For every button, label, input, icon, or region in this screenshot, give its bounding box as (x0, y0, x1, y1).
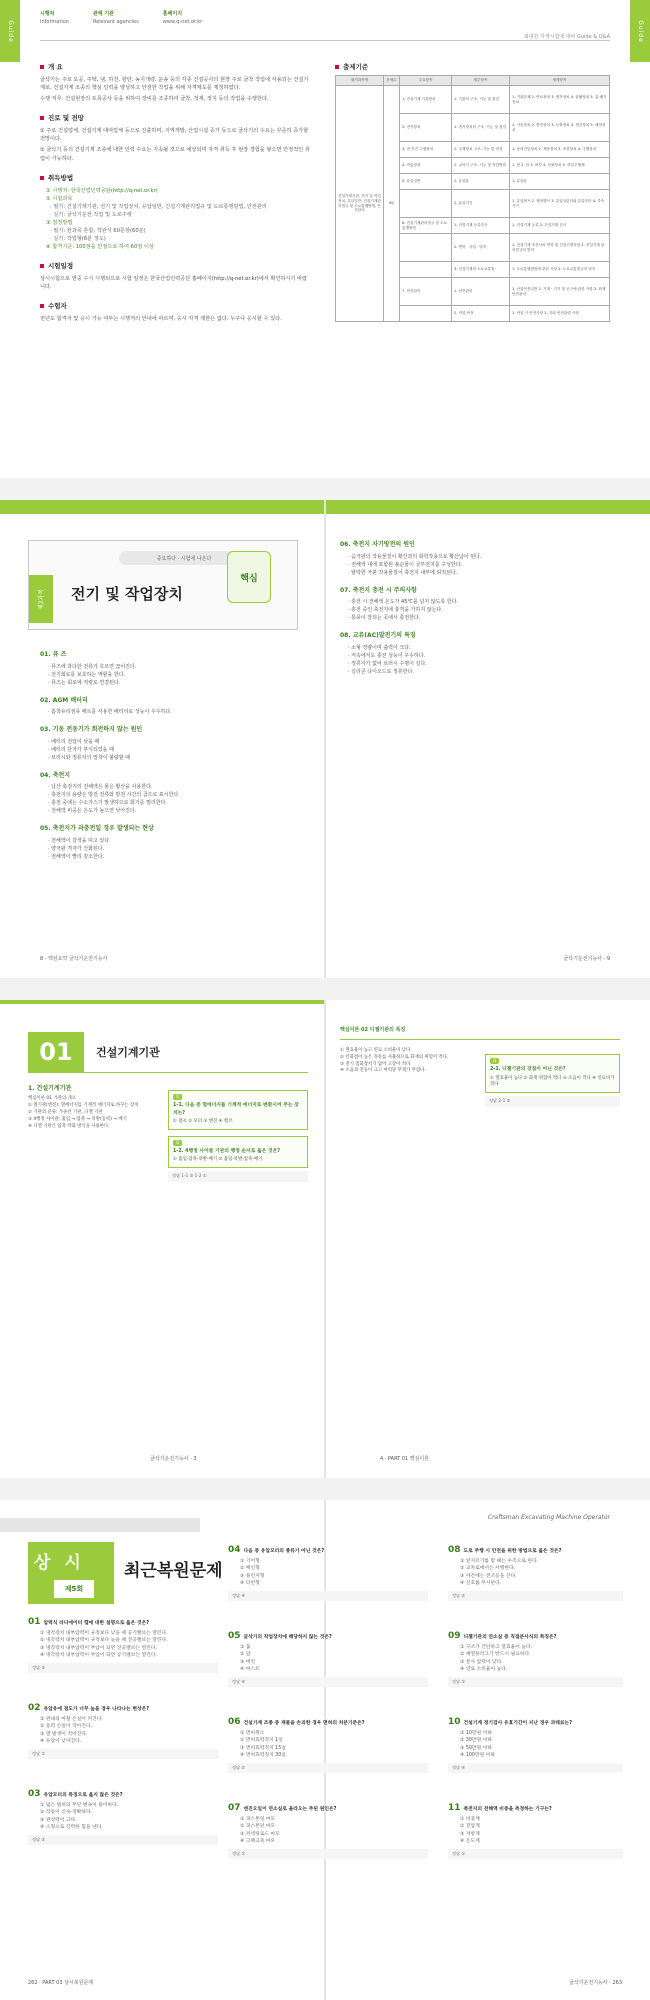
question-option: ① 관내의 마찰 손실이 커진다. (40, 1716, 103, 1722)
exam-question (228, 1802, 428, 1859)
footer-left: 굴삭기운전기능사 · 3 (150, 1456, 197, 1462)
summary-item: · 저속에서도 충전 성능이 우수하다. (348, 652, 426, 659)
summary-item: · 배터리 단자가 부식되었을 때 (48, 746, 114, 753)
question-option: ② 베인형 (240, 1566, 260, 1572)
bullet-square-icon (40, 65, 44, 69)
summary-item: · 전해액 비중은 온도가 높으면 낮아진다. (48, 808, 137, 815)
table-subject-cell: 건설기계기관, 전기 및 작업장치, 유압일반, 건설기계관리법규 및 도로통행방법, 안전관리 (336, 86, 384, 322)
table-detail-cell: 1. 건설기계 조종사의 면허 및 건설기계사업 2. 건설기계 관리법규의 벌칙 (510, 234, 610, 262)
theory-line: 핵심이론 01 기관의 개요 (28, 1096, 76, 1102)
theory-line: ① 열기관(엔진): 열에너지를 기계적 에너지로 바꾸는 장치 (28, 1103, 139, 1109)
question-option: ① 10만원 이하 (460, 1730, 492, 1736)
header-col-title: 홈페이지 (162, 11, 183, 17)
section-heading (40, 62, 310, 72)
theory-line: ③ 4행정 사이클: 흡입 → 압축 → 폭발(동력) → 배기 (28, 1116, 127, 1122)
summary-left-column (40, 650, 295, 861)
question-option: ② 동력 손실이 작아진다. (40, 1724, 93, 1730)
table-sub-cell: 1. 주행장치 구조, 기능 및 점검 (452, 142, 510, 158)
table-detail-cell: 1. 유압펌프 2. 제어밸브 3. 유압실린더와 유압모터 4. 부속기기 (510, 190, 610, 218)
question-number: 09 (448, 1631, 461, 1641)
table-detail-cell: 1. 산업안전일반 2. 기계 · 기기 및 공구에 관한 사항 3. 화재안전관리 (510, 278, 610, 306)
table-main-cell: 5. 유압일반 (400, 174, 452, 190)
summary-item: · 소형 경량이며 출력이 크다. (348, 644, 411, 651)
theory-lines (28, 1096, 158, 1130)
section-paragraph: 굴삭기는 주로 토공, 주택, 댐, 하천, 항만, 농지개량, 운송 등의 각종 건설공사의 현장 주로 굴착 작업에 사용되는 건설기계로, 건설기계 조종의 핵심 인력을 양성하고 안전한 작업을 위해 자격제도를 제정하였다. (40, 77, 309, 92)
answer-line: 정답 ③ (28, 1663, 218, 1674)
table-detail-cell: 1. 기관본체 2. 연료장치 3. 냉각장치 4. 윤활장치 5. 흡·배기장치 (510, 86, 610, 114)
summary-item: · 전해액이 갈색을 띠고 있다. (48, 837, 111, 844)
summary-item: · 퓨즈에 과다한 전류가 흐르면 끊어진다. (48, 663, 137, 670)
question-text: 건설기계 조종 중 재물을 손괴한 경우 면허의 처분기준은? (243, 1721, 365, 1726)
question-head (28, 1616, 218, 1630)
header-col-sub: Information (40, 19, 69, 25)
question-text: 축전지의 전해액 비중을 측정하는 기구는? (463, 1807, 552, 1812)
header-col-title: 시행처 (40, 11, 55, 17)
question-option: ③ 50만원 이하 (460, 1745, 492, 1751)
section-title: 시험일정 (48, 262, 74, 271)
summary-item: · 통풍이 잘되는 곳에서 충전한다. (348, 615, 421, 622)
question-tag: Q (173, 1140, 182, 1146)
table-header-cell: 세세항목 (510, 76, 610, 86)
question-head (228, 1544, 428, 1558)
summary-item: · 음극판의 작용물질이 황산과의 화학작용으로 황산납이 된다. (348, 553, 482, 560)
table-header-cell: 필기과목명 (336, 76, 384, 86)
section-heading (40, 113, 310, 123)
exam-criteria-table (335, 75, 610, 322)
exam-question (448, 1630, 623, 1687)
question-number: 03 (28, 1789, 41, 1799)
guide-sections (40, 62, 310, 326)
table-main-cell: 4. 작업장치 (400, 158, 452, 174)
summary-item: · 정류자가 없어 브러시 수명이 길다. (348, 660, 427, 667)
guide-header (40, 10, 610, 40)
guide-page (0, 0, 650, 478)
question-option: ③ 저항계 (460, 1831, 480, 1837)
question-options: ① 열효율이 높다 ② 화재 위험이 적다 ③ 소음이 작다 ④ 연료비가 적다 (490, 1075, 615, 1088)
question-option: ④ 100만원 이하 (460, 1753, 496, 1759)
question-option: ④ 온도계 (460, 1839, 480, 1845)
guide-tab-left (0, 0, 20, 62)
exam-question (28, 1788, 218, 1845)
question-option: ④ 신호를 무시한다. (460, 1581, 502, 1587)
footer-left: 8 · 핵심요약 굴삭기운전기능사 (40, 956, 108, 962)
summary-item: · 충전 중인 축전지에 충격을 가하지 않는다. (348, 607, 443, 614)
question-text: 디젤기관의 연소실 중 직접분사식의 특징은? (463, 1635, 557, 1640)
question-number: 06 (228, 1717, 241, 1727)
table-title-text: 출제기준 (343, 63, 369, 71)
question-head (448, 1802, 623, 1816)
summary-heading: 02. AGM 배터리 (40, 696, 88, 704)
question-text: 다음 중 유압모터의 종류가 아닌 것은? (243, 1549, 325, 1554)
summary-item: · 브러시와 정류자의 밀착이 불량할 때 (48, 754, 130, 761)
summary-heading: 03. 기동 전동기가 회전하지 않는 원인 (40, 726, 143, 734)
question-option: ① 비중계 (460, 1816, 480, 1822)
table-sub-cell: 1. 전기장치의 구조, 기능 및 점검 (452, 114, 510, 142)
summary-item: · 실리콘 다이오드로 정류한다. (348, 668, 414, 675)
question-text: 압력식 라디에이터 캡에 대한 설명으로 옳은 것은? (43, 1621, 150, 1626)
question-number: 01 (28, 1617, 41, 1627)
summary-heading: 08. 교류(AC)발전기의 특징 (340, 632, 416, 640)
table-sub-cell: 2. 유압기기 (452, 190, 510, 218)
question-number: 07 (228, 1803, 241, 1813)
brand-text: Craftsman Excavating Machine Operator (487, 1514, 610, 1521)
question-option: ② 전압계 (460, 1824, 480, 1830)
bullet-square-icon (40, 116, 44, 120)
question-head (228, 1716, 428, 1730)
table-header-cell: 세부항목 (452, 76, 510, 86)
question-option: ② 냉각장치 내부압력이 규정보다 높을 때 진공밸브는 열린다. (40, 1638, 168, 1644)
summary-item: · 탈락한 극판 작용물질이 축전지 내부에 퇴적된다. (348, 569, 458, 576)
summary-heading: 06. 축전지 자기방전의 원인 (340, 541, 415, 548)
summary-item: · 퓨즈는 회로에 직렬로 연결된다. (48, 679, 121, 686)
question-head (448, 1544, 623, 1558)
question-option: ② 암 (240, 1652, 251, 1658)
answer-line: 정답 2-1 ③ (485, 1096, 620, 1107)
question-option: ① 기어형 (240, 1558, 260, 1564)
theory-questions-col (168, 1084, 308, 1182)
question-number: 02 (28, 1703, 41, 1713)
summary-heading: 01. 퓨 즈 (40, 651, 67, 658)
question-option: ④ 터빈형 (240, 1581, 260, 1587)
chapter-title: 전기 및 작업장치 (71, 585, 183, 603)
section-paragraph: ① 주로 건설업체, 건설기계 대여업체 등으로 진출하며, 지역개발, 산업시설 증가 등으로 굴삭기의 수요는 꾸준히 증가할 전망이다. (40, 128, 309, 143)
summary-item: · 양극판 격자가 산화된다. (48, 845, 105, 852)
section-line: · 필기: 전과목 혼합, 객관식 60문항(60분) (50, 227, 146, 234)
question-option: ① 구조가 간단하고 열효율이 높다. (460, 1644, 533, 1650)
section-line: ② 시험과목 (46, 195, 73, 202)
section-line: ④ 합격기준: 100점을 만점으로 하여 60점 이상 (46, 244, 154, 251)
question-option: ④ 면허효력정지 30일 (240, 1753, 286, 1759)
question-head (448, 1716, 623, 1730)
table-header-row (336, 76, 610, 86)
section-line: · 실기: 작업형(6분 정도) (50, 236, 106, 242)
round-badge: 제5회 (54, 1580, 94, 1598)
summary-heading: 05. 축전지가 과충전일 경우 발생되는 현상 (40, 825, 154, 833)
question-option: ① 피스톤링 마모 (240, 1816, 276, 1822)
summary-right-column (340, 540, 600, 676)
question-options: ① 흡입-압축-폭발-배기 ② 흡입-폭발-압축-배기 (173, 1157, 263, 1163)
header-col-sub: Relevant agencies (92, 19, 139, 25)
guide-tab-label: Guide (636, 19, 644, 43)
table-detail-cell: 1. 도로통행방법에 관한 사항 2. 도로교통법규의 벌칙 (510, 262, 610, 278)
table-main-cell: 3. 전·후진 주행장치 (400, 142, 452, 158)
answer-line: 정답 ① (228, 1849, 428, 1860)
theory-line: ② 기관의 분류: 가솔린 기관, 디젤 기관 (28, 1109, 103, 1115)
answer-line: 정답 ① (448, 1849, 623, 1860)
bullet-square-icon (40, 176, 44, 180)
header-col (163, 10, 202, 40)
question-options: ① 펌프 ② 모터 ③ 엔진 ④ 밸브 (173, 1119, 233, 1125)
table-row (336, 86, 610, 114)
theory-spread (0, 1000, 650, 1478)
section-heading (40, 301, 310, 311)
exam-question (228, 1544, 428, 1601)
exam-main-title: 최근복원문제 (124, 1561, 223, 1581)
question-text: 유압모터의 특징으로 옳지 않은 것은? (43, 1793, 123, 1798)
section-title: 취득방법 (48, 173, 74, 182)
summary-item: · 납산 축전지의 전해액은 묽은 황산을 사용한다. (48, 784, 153, 791)
table-sub-cell: 1. 기관의 구조, 기능 및 점검 (452, 86, 510, 114)
question-option: ④ 크랭크축 마모 (240, 1839, 276, 1845)
section-line: · 필기: 건설기계기관, 전기 및 작업장치, 유압일반, 건설기계관리법규 및 도로통행방법, 안전관리 (50, 203, 267, 210)
table-detail-cell: 1. 유압유 (510, 174, 610, 190)
answer-line: 정답 ④ (228, 1677, 428, 1688)
question-option: ③ 플런저형 (240, 1573, 265, 1579)
summary-item: · 충전 중에는 수소가스가 발생하므로 화기를 멀리한다. (48, 800, 167, 807)
theory-line: ④ 디젤 기관은 압축 착화 방식을 사용한다. (28, 1123, 110, 1129)
section-title: 진로 및 전망 (48, 114, 84, 123)
summary-item: · 전해액 내에 포함된 불순물이 국부전지를 구성한다. (348, 561, 463, 568)
answer-line: 정답 1-1 ③ 1-2 ① (168, 1171, 308, 1182)
table-sub-cell: 2. 작업 안전 (452, 306, 510, 322)
guide-tab-label: Guide (6, 19, 14, 43)
question-option: ① 붐 (240, 1644, 251, 1650)
question-option: ③ 분사 압력이 낮다. (460, 1659, 503, 1665)
question-option: ③ 관성력이 크다. (40, 1817, 77, 1823)
theory-lines (340, 1048, 475, 1075)
theory-line: ② 인화점이 높은 경유를 사용하므로 화재의 위험이 적다. (340, 1054, 449, 1060)
section-title: 개 요 (48, 63, 63, 71)
summary-item: · 축전지의 용량은 방전 전류와 방전 시간의 곱으로 표시한다. (48, 792, 180, 799)
question-option: ③ 버킷 (240, 1659, 256, 1665)
exam-criteria-title (335, 62, 610, 71)
section-line: ③ 검정방법 (46, 219, 73, 226)
section-title: 수험자 (48, 302, 67, 311)
answer-line: 정답 ② (228, 1763, 428, 1774)
table-sub-cell: 1. 유압유 (452, 174, 510, 190)
question-text: 1-1. 다음 중 열에너지를 기계적 에너지로 변환시켜 주는 장치는? (173, 1103, 299, 1116)
question-number: 05 (228, 1631, 241, 1641)
question-text: 건설기계 정기검사 유효기간이 지난 경우 과태료는? (463, 1721, 572, 1726)
exam-question (448, 1716, 623, 1773)
theory-line: ③ 전기 점화장치가 없어 고장이 적다. (340, 1061, 412, 1067)
theory-line: ④ 소음과 진동이 크고 마력당 무게가 무겁다. (340, 1068, 426, 1074)
question-head (28, 1788, 218, 1802)
question-number: 11 (448, 1803, 461, 1813)
table-detail-cell: 1. 작업 시 안전사항 2. 기타 안전관련 사항 (510, 306, 610, 322)
chapter-banner (28, 540, 298, 630)
question-option: ③ 열 발생이 적어진다. (40, 1731, 88, 1737)
table-sub-cell: 1. 안전관리 (452, 278, 510, 306)
summary-item: · 전해액이 빨리 감소한다. (48, 853, 105, 860)
question-head (228, 1630, 428, 1644)
theory-right-col (340, 1048, 475, 1075)
question-option: ① 넓은 범위의 무단 변속이 용이하다. (40, 1802, 119, 1808)
question-tag: Q (173, 1094, 182, 1100)
question-option: ① 면허취소 (240, 1730, 265, 1736)
question-text: 유압유에 점도가 너무 높을 경우 나타나는 현상은? (43, 1707, 150, 1712)
table-detail-cell: 1. 시동장치 2. 충전장치 3. 등화장치 4. 계기장치 5. 예열장치 (510, 114, 610, 142)
table-sub-cell: 1. 굴삭기 구조, 기능 및 작업방법 (452, 158, 510, 174)
question-head (28, 1702, 218, 1716)
question-option: ② 교차로에서는 서행한다. (460, 1566, 516, 1572)
question-text: 엔진오일이 연소실로 올라오는 주된 원인은? (243, 1807, 337, 1812)
summary-spread (0, 500, 650, 978)
question-text: 굴삭기의 작업장치에 해당하지 않는 것은? (243, 1635, 332, 1640)
answer-line: 정답 ③ (28, 1835, 218, 1846)
summary-item: · 배터리 전압이 낮을 때 (48, 738, 100, 745)
table-count-cell: 60 (384, 86, 400, 322)
table-main-cell (400, 262, 452, 278)
exam-question (448, 1802, 623, 1859)
exam-question (228, 1630, 428, 1687)
top-band (0, 1000, 324, 1004)
header-col (93, 10, 139, 40)
mascot-label: 핵심 (240, 573, 258, 584)
question-option: ② 30만원 이하 (460, 1738, 492, 1744)
header-col (40, 10, 69, 40)
bullet-square-icon (335, 65, 339, 69)
question-option: ② 피스톤핀 마모 (240, 1824, 276, 1830)
table-main-cell: 6. 건설기계관리법규 및 도로통행방법 (400, 218, 452, 234)
table-detail-cell: 1. 붐 2. 암 3. 버킷 4. 선회장치 5. 하부주행체 (510, 158, 610, 174)
section-paragraph: 수행 직무: 건설현장의 토목공사 등을 위하여 장비를 조종하여 굴착, 적재, 정지 등의 작업을 수행한다. (40, 96, 269, 103)
question-tag: Q (490, 1058, 499, 1064)
question-box (168, 1136, 308, 1168)
question-option: ③ 냉각장치 내부압력이 부압이 되면 진공밸브는 열린다. (40, 1645, 157, 1651)
question-option: ④ 마스트 (240, 1667, 260, 1673)
table-detail-cell: 1. 건설기계 등록 2. 건설기계 검사 (510, 218, 610, 234)
header-right-text: 최대한 자격시험에 대비 Guide & Q&A (523, 34, 610, 40)
bullet-square-icon (40, 304, 44, 308)
table-main-cell (400, 306, 452, 322)
question-list (0, 1500, 650, 1970)
footer-right: 굴삭기운전기능사 · 9 (563, 956, 610, 962)
question-number: 08 (448, 1545, 461, 1555)
table-sub-cell: 2. 면허 · 사업 · 벌칙 (452, 234, 510, 262)
table-sub-cell: 3. 건설기계의 도로교통법 (452, 262, 510, 278)
question-option: ① 냉각장치 내부압력이 규정보다 낮을 때 공기밸브는 열린다. (40, 1630, 168, 1636)
table-main-cell (400, 234, 452, 262)
question-option: ③ 커넥팅로드 마모 (240, 1831, 280, 1837)
question-box (168, 1090, 308, 1130)
summary-item: · 충전 시 전해액 온도가 45℃를 넘지 않도록 한다. (348, 599, 458, 606)
section-paragraph: ② 굴삭기 등의 건설기계 조종에 대한 인력 수요는 지속될 것으로 예상되며 자격 취득 후 현장 경험을 쌓으면 안정적인 취업이 가능하다. (40, 147, 310, 162)
exam-spread (0, 1500, 650, 2000)
section-heading (40, 261, 310, 271)
chapter-ribbon: 중요하다 · 시험에 나온다 (119, 551, 249, 565)
section-line: ① 시행처: 한국산업인력공단(http://q-net.or.kr) (46, 187, 158, 194)
table-main-cell: 2. 전기장치 (400, 114, 452, 142)
title-underline (28, 1072, 308, 1073)
answer-line: 정답 ① (448, 1677, 623, 1688)
exam-question (28, 1702, 218, 1759)
table-main-cell (400, 190, 452, 218)
question-text: 1-2. 4행정 사이클 기관의 행정 순서로 옳은 것은? (173, 1149, 281, 1155)
table-main-cell: 1. 건설기계 기관장치 (400, 86, 452, 114)
chapter-number: 01 (28, 1032, 84, 1072)
question-option: ② 작동이 신속·정확하다. (40, 1810, 93, 1816)
theory-right-questions (485, 1048, 620, 1107)
question-text: 2-1. 디젤기관의 장점이 아닌 것은? (490, 1067, 566, 1073)
table-header-cell: 문제수 (384, 76, 400, 86)
exam-question (448, 1544, 623, 1601)
answer-line: 정답 ④ (448, 1763, 623, 1774)
question-head (448, 1630, 623, 1644)
header-divider (40, 40, 610, 41)
summary-item: · 흡착유리섬유 매트를 사용한 배터리로 성능이 우수하다. (48, 709, 172, 716)
exam-question (28, 1616, 218, 1673)
spread-gutter (324, 1000, 326, 1478)
question-option: ④ 소형으로 강력한 힘을 낸다. (40, 1825, 103, 1831)
theory-left-col (28, 1084, 158, 1130)
answer-line: 정답 ④ (228, 1591, 428, 1602)
question-option: ④ 유압이 낮아진다. (40, 1739, 82, 1745)
question-number: 04 (228, 1545, 241, 1555)
guide-tab-right (630, 0, 650, 62)
answer-line: 정답 ① (28, 1749, 218, 1760)
bullet-square-icon (40, 264, 44, 268)
table-detail-cell: 1. 동력전달장치 2. 제동장치 3. 조향장치 4. 주행장치 (510, 142, 610, 158)
chapter-title: 건설기계기관 (96, 1046, 160, 1059)
theory-heading: 1. 건설기계기관 (28, 1085, 72, 1092)
section-line: · 실기: 굴삭기운전 작업 및 도로주행 (50, 211, 132, 218)
question-text: 도로 주행 시 안전을 위한 방법으로 옳은 것은? (463, 1549, 562, 1554)
question-number: 10 (448, 1717, 461, 1727)
section-paragraph: 상시시험으로 연중 수시 시행되므로 시험 일정은 한국산업인력공단 홈페이지(http://q-net.or.kr)에서 확인하시기 바랍니다. (40, 276, 308, 291)
header-col-sub: www.q-net.or.kr (162, 19, 203, 25)
footer-left: 262 · PART 03 상시복원문제 (28, 1980, 94, 1986)
table-header-cell: 주요항목 (400, 76, 452, 86)
chapter-label: 제2과목 (38, 588, 46, 610)
section-paragraph: 전년도 합격자 및 응시 가능 여부는 시행처의 안내에 따르며, 응시 자격 제한은 없다. 누구나 응시할 수 있다. (40, 316, 282, 323)
summary-item: · 전기회로를 보호하는 역할을 한다. (48, 671, 126, 678)
question-option: ③ 면허효력정지 15일 (240, 1745, 286, 1751)
question-option: ② 예열플러그가 반드시 필요하다. (460, 1652, 531, 1658)
summary-heading: 04. 축전지 (40, 771, 71, 779)
question-box (485, 1054, 620, 1093)
chapter-tab (29, 575, 53, 623)
header-col-title: 관계 기관 (92, 11, 115, 17)
answer-line: 정답 ② (448, 1591, 623, 1602)
exam-criteria (335, 62, 610, 322)
summary-heading: 07. 축전지 충전 시 주의사항 (340, 586, 417, 594)
theory-line: ① 열효율이 높고 연료 소비율이 낮다. (340, 1048, 412, 1053)
question-option: ① 앞지르기를 할 때는 우측으로 한다. (460, 1558, 539, 1564)
question-head (228, 1802, 428, 1816)
table-main-cell: 7. 안전관리 (400, 278, 452, 306)
footer-right: 굴삭기운전기능사 · 263 (569, 1980, 622, 1986)
mascot-icon (227, 551, 271, 603)
question-option: ② 면허효력정지 1일 (240, 1738, 283, 1744)
question-option: ④ 냉각장치 내부압력이 부압이 되면 공기밸브는 열린다. (40, 1653, 157, 1659)
footer-right: 4 · PART 01 핵심이론 (380, 1456, 430, 1462)
question-option: ④ 연료 소비율이 높다. (460, 1667, 508, 1673)
table-sub-cell: 1. 건설기계 등록검사 (452, 218, 510, 234)
theory-right-heading: 핵심이론 02 디젤기관의 특징 (340, 1026, 620, 1040)
section-heading (40, 173, 310, 183)
exam-question (228, 1716, 428, 1773)
spread-gutter (324, 500, 326, 978)
title-sangsi: 상 시 (34, 1553, 85, 1573)
question-option: ③ 야간에는 전조등을 끈다. (460, 1573, 517, 1579)
